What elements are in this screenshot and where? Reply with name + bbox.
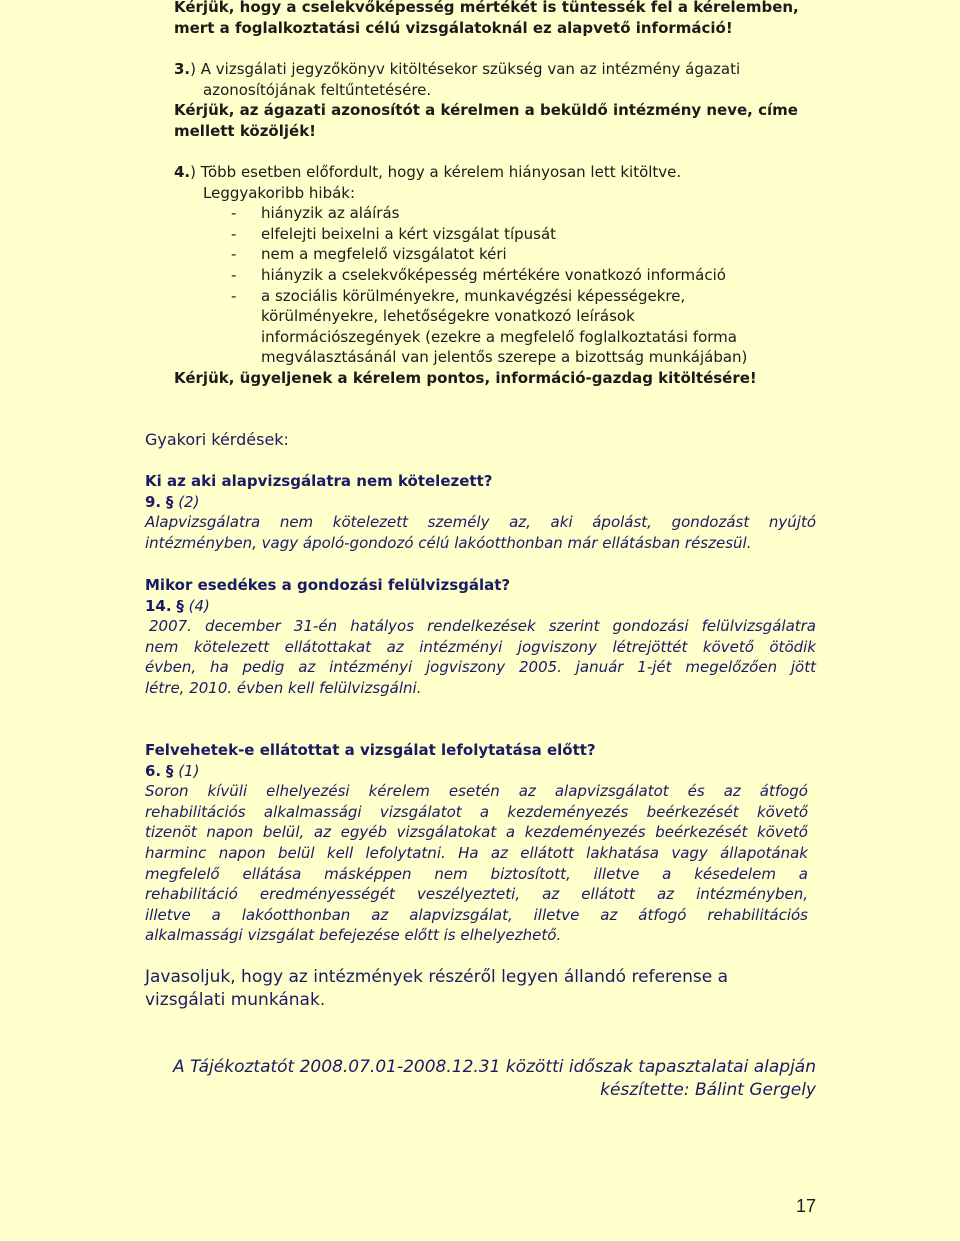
error-text: körülményekre, lehetőségekre vonatkozó leírások: [261, 307, 635, 326]
list-item: [231, 224, 814, 245]
item-4-number: 4.: [174, 163, 191, 181]
faq-q3-question: Felvehetek-e ellátottat a vizsgálat lefolytatása előtt?: [145, 741, 596, 759]
intro-line-1: Kérjük, hogy a cselekvőképesség mértékét is tüntessék fel a kérelemben,: [174, 0, 799, 16]
recommendation-line-2: vizsgálati munkának.: [145, 990, 326, 1010]
dash-bullet: -: [231, 245, 237, 264]
page-number: 17: [796, 1196, 817, 1216]
ref-number: 6.: [145, 761, 162, 780]
item-4: [174, 162, 814, 389]
item-3-text-1: ) A vizsgálati jegyzőkönyv kitöltésekor szükség van az intézmény ágazati: [190, 60, 741, 78]
item-3-bold-1: Kérjük, az ágazati azonosítót a kérelmen a beküldő intézmény neve, címe: [174, 101, 798, 120]
faq-heading: Gyakori kérdések:: [145, 430, 289, 449]
ref-number: 14.: [145, 596, 172, 615]
faq-q2: [145, 575, 816, 699]
item-4-closing: Kérjük, ügyeljenek a kérelem pontos, információ-gazdag kitöltésére!: [174, 368, 757, 387]
faq-q3-answer-line: rehabilitációs alkalmassági vizsgálatot a kezdeményezés beérkezését követő: [145, 802, 808, 821]
faq-q1-answer-1: Alapvizsgálatra nem kötelezett személy az, aki ápolást, gondozást nyújtó: [145, 513, 816, 532]
paragraph-sign: §: [176, 596, 184, 615]
error-text: megválasztásánál van jelentős szerepe a bizottság munkájában): [261, 348, 748, 367]
faq-q3-answer-line: rehabilitáció eredményességét veszélyezteti, az ellátott az intézményben,: [145, 885, 808, 904]
faq-q2-answer-line: nem kötelezett ellátottakat az intézményi jogviszony létrejöttét követő ötödik: [145, 637, 816, 656]
errors-title: Leggyakoribb hibák:: [203, 183, 356, 202]
error-text: a szociális körülményekre, munkavégzési képességekre,: [261, 286, 686, 305]
faq-q3-answer-last: alkalmassági vizsgálat befejezése előtt is elhelyezhető.: [145, 926, 562, 945]
error-text: nem a megfelelő vizsgálatot kéri: [261, 245, 507, 264]
errors-list: [174, 203, 814, 368]
item-3: [174, 59, 814, 141]
recommendation-line-1: Javasoljuk, hogy az intézmények részéről legyen állandó referense a: [145, 967, 728, 987]
paragraph-sign: §: [165, 492, 174, 511]
item-3-number: 3.: [174, 60, 191, 78]
dash-bullet: -: [231, 204, 237, 223]
intro-paragraph: [174, 0, 814, 38]
item-3-text-2: azonosítójának feltűntetésére.: [203, 80, 432, 99]
faq-q3: [145, 740, 808, 946]
item-3-line-1: [174, 59, 814, 80]
item-3-bold-2: mellett közöljék!: [174, 121, 317, 140]
item-4-line-1: [174, 162, 814, 183]
faq-q1-ref: [145, 492, 816, 513]
ref-number: 9.: [145, 492, 162, 511]
ref-paragraph: (4): [188, 596, 210, 615]
list-item: [231, 244, 814, 265]
item-4-text: ) Több esetben előfordult, hogy a kérelem hiányosan lett kitöltve.: [190, 163, 682, 181]
signature: [145, 1056, 816, 1102]
error-text: hiányzik a cselekvőképesség mértékére vonatkozó információ: [261, 265, 726, 284]
faq-q3-answer-line: Soron kívüli elhelyezési kérelem esetén az alapvizsgálatot és az átfogó: [145, 782, 808, 801]
faq-q3-answer-line: megfelelő ellátása másképpen nem biztosított, illetve a késedelem a: [145, 864, 808, 883]
signature-line-2: készítette: Bálint Gergely: [600, 1080, 816, 1100]
faq-q2-ref: [145, 596, 816, 617]
dash-bullet: -: [231, 286, 237, 305]
error-text: információszegények (ezekre a megfelelő foglalkoztatási forma: [261, 327, 737, 346]
list-item: [231, 265, 814, 286]
error-text: hiányzik az aláírás: [261, 204, 400, 223]
ref-paragraph: (1): [178, 761, 200, 780]
faq-q2-answer-last: létre, 2010. évben kell felülvizsgálni.: [145, 678, 422, 697]
dash-bullet: -: [231, 265, 237, 284]
faq-q2-answer-line: évben, ha pedig az intézményi jogviszony 2005. január 1-jét megelőzően jött: [145, 658, 816, 677]
list-item: [231, 203, 814, 224]
faq-q2-question: Mikor esedékes a gondozási felülvizsgálat?: [145, 576, 511, 594]
faq-q1-question: Ki az aki alapvizsgálatra nem kötelezett?: [145, 472, 493, 490]
faq-q3-answer-line: illetve a lakóotthonban az alapvizsgálat, illetve az átfogó rehabilitációs: [145, 905, 808, 924]
ref-paragraph: (2): [178, 492, 200, 511]
recommendation: [145, 966, 816, 1012]
paragraph-sign: §: [165, 761, 174, 780]
list-item: [231, 286, 814, 368]
faq-q1: [145, 471, 816, 553]
intro-line-2: mert a foglalkoztatási célú vizsgálatoknál ez alapvető információ!: [174, 18, 733, 37]
error-text: elfelejti beixelni a kért vizsgálat típusát: [261, 224, 557, 243]
faq-q3-ref: [145, 761, 808, 782]
faq-q2-answer-line: 2007. december 31-én hatályos rendelkezések szerint gondozási felülvizsgálatra: [149, 617, 816, 636]
signature-line-1: A Tájékoztatót 2008.07.01-2008.12.31 közötti időszak tapasztalatai alapján: [173, 1057, 816, 1077]
faq-q3-answer-line: tizenöt napon belül, az egyéb vizsgálatokat a kezdeményezés beérkezését követő: [145, 823, 808, 842]
faq-q3-answer-line: harminc napon belül kell lefolytatni. Ha az ellátott lakhatása vagy állapotának: [145, 843, 808, 862]
faq-q1-answer-2: intézményben, vagy ápoló-gondozó célú lakóotthonban már ellátásban részesül.: [145, 533, 752, 552]
dash-bullet: -: [231, 224, 237, 243]
